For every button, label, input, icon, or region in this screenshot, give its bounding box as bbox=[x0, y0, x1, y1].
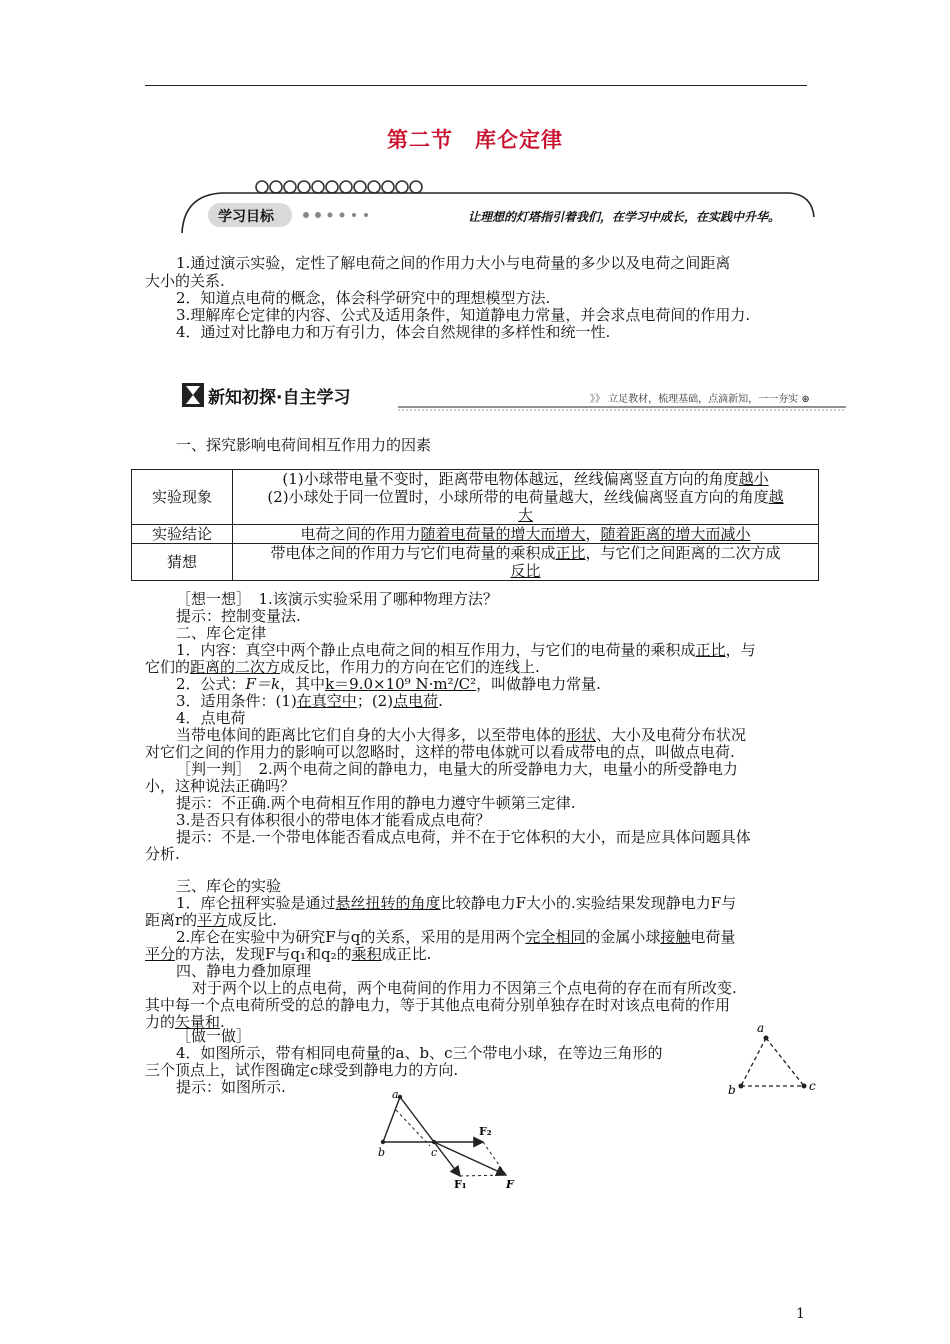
content-text-3: 它们的 bbox=[145, 658, 191, 676]
content-text-2: ，与 bbox=[725, 641, 756, 659]
conclusion-text: 电荷之间的作用力 bbox=[300, 525, 421, 543]
point-charge-def-cont: 对它们之间的作用力的影响可以忽略时，这样的带电体就可以看成带电的点，叫做点电荷. bbox=[145, 743, 735, 761]
s3-text-8: 的方法，发现F与q₁和q₂的 bbox=[175, 945, 352, 963]
force-diagram bbox=[370, 1088, 530, 1190]
label-b: b bbox=[378, 1146, 386, 1159]
s4-answer: 矢量和 bbox=[175, 1013, 221, 1031]
formula-text: ，其中 bbox=[280, 675, 326, 693]
answer-3-cont: 分析. bbox=[145, 845, 180, 863]
s3-answer-1: 悬丝扭转的角度 bbox=[335, 894, 441, 912]
do-label: ［做一做］ bbox=[176, 1027, 252, 1045]
judge-question-cont: 小，这种说法正确吗？ bbox=[145, 777, 296, 795]
s3-answer-4: 接触 bbox=[660, 928, 691, 946]
page-title: 第二节 库仑定律 bbox=[387, 128, 563, 152]
formula-text-2: ，叫做静电力常量. bbox=[476, 675, 601, 693]
goal-1-cont: 大小的关系. bbox=[145, 272, 225, 290]
goal-2: 2．知道点电荷的概念，体会科学研究中的理想模型方法. bbox=[176, 289, 551, 307]
formula-constant: k＝9.0×10⁹ N·m²/C² bbox=[325, 675, 477, 693]
s3-answer-3: 完全相同 bbox=[525, 928, 586, 946]
section-banner bbox=[178, 381, 846, 411]
section-banner-slogan: 》》 立足教材，梳理基础，点滴新知，一一夯实 ⊛ bbox=[590, 394, 810, 405]
table-row bbox=[132, 525, 819, 544]
s4-text: 力的 bbox=[145, 1013, 176, 1031]
label-f: F bbox=[506, 1178, 514, 1190]
cond-text-2: ；(2) bbox=[356, 692, 394, 710]
label-a: a bbox=[392, 1088, 399, 1101]
goal-1: 1.通过演示实验，定性了解电荷之间的作用力大小与电荷量的多少以及电荷之间距离 bbox=[176, 254, 731, 272]
row-head-phenomenon: 实验现象 bbox=[132, 470, 233, 525]
page-number: 1 bbox=[796, 1306, 805, 1322]
do-question: 4．如图所示，带有相同电荷量的a、b、c三个带电小球，在等边三角形的 bbox=[176, 1044, 663, 1062]
s3-answer-5: 平分 bbox=[145, 945, 176, 963]
goal-4: 4．通过对比静电力和万有引力，体会自然规律的多样性和统一性. bbox=[176, 323, 611, 341]
hourglass-logo-icon bbox=[182, 383, 204, 407]
triangle-figure bbox=[724, 1022, 824, 1098]
label-c: c bbox=[809, 1079, 816, 1093]
s4-heading: 四、静电力叠加原理 bbox=[176, 962, 312, 980]
s3-text-7: 电荷量 bbox=[690, 928, 736, 946]
pc-answer: 形状 bbox=[566, 726, 597, 744]
conclusion-sep: ， bbox=[585, 525, 601, 543]
pc-text-2: 、大小及电荷分布状况 bbox=[596, 726, 747, 744]
row-hypothesis bbox=[233, 544, 819, 581]
s3-text-5: 2.库仑在实验中为研究F与q的关系，采用的是用两个 bbox=[176, 928, 526, 946]
conclusion-answer-1: 随着电荷量的增大而增大 bbox=[420, 525, 586, 543]
charge-b-dot bbox=[381, 1140, 385, 1144]
think-answer: 提示：控制变量法. bbox=[176, 607, 301, 625]
s2-heading: 二、库仑定律 bbox=[176, 624, 267, 642]
s3-answer-2: 平方 bbox=[197, 911, 228, 929]
s3-text: 1．库仑扭秤实验是通过 bbox=[176, 894, 336, 912]
judge-answer: 提示：不正确.两个电荷相互作用的静电力遵守牛顿第三定律. bbox=[176, 794, 576, 812]
hypothesis-text-2: ，与它们之间距离的二次方成 bbox=[585, 544, 781, 562]
label-f1: F₁ bbox=[454, 1178, 467, 1190]
pc-text: 当带电体间的距离比它们自身的大小大得多，以至带电体的 bbox=[176, 726, 567, 744]
notebook-banner-graphic bbox=[178, 173, 818, 239]
phenomenon-1-answer: 越小 bbox=[738, 470, 769, 488]
formula-expression: F＝k bbox=[245, 675, 281, 693]
charge-c-dot bbox=[432, 1140, 436, 1144]
content-text-4: 成反比，作用力的方向在它们的连线上. bbox=[280, 658, 540, 676]
spiral-rings-icon bbox=[256, 181, 422, 193]
table-row bbox=[132, 544, 819, 581]
s4-line-1: 对于两个以上的点电荷，两个电荷间的作用力不因第三个点电荷的存在而有所改变. bbox=[192, 979, 737, 997]
conclusion-answer-2: 随着距离的增大而减小 bbox=[600, 525, 751, 543]
hypothesis-answer-1: 正比 bbox=[555, 544, 586, 562]
cond-text-3: . bbox=[438, 692, 443, 710]
banner-motto: 让理想的灯塔指引着我们，在学习中成长，在实践中升华。 bbox=[468, 210, 781, 224]
content-answer-2: 距离的二次方 bbox=[190, 658, 281, 676]
top-rule bbox=[145, 85, 807, 86]
s3-text-6: 的金属小球 bbox=[585, 928, 661, 946]
question-3: 3.是否只有体积很小的带电体才能看成点电荷？ bbox=[176, 811, 491, 829]
section-banner-label: 新知初探·自主学习 bbox=[208, 388, 351, 408]
cond-answer-1: 在真空中 bbox=[296, 692, 357, 710]
phenomenon-1: (1)小球带电量不变时，距离带电物体越远，丝线偏离竖直方向的角度 bbox=[282, 470, 739, 488]
content-answer-1: 正比 bbox=[695, 641, 726, 659]
table-row bbox=[132, 470, 819, 525]
s3-text-2: 比较静电力F大小的.实验结果发现静电力F与 bbox=[440, 894, 737, 912]
cond-answer-2: 点电荷 bbox=[393, 692, 439, 710]
content-text: 1．内容：真空中两个静止点电荷之间的相互作用力，与它们的电荷量的乘积成 bbox=[176, 641, 696, 659]
answer-3: 提示：不是.一个带电体能否看成点电荷，并不在于它体积的大小，而是应具体问题具体 bbox=[176, 828, 751, 846]
row-head-hypothesis: 猜想 bbox=[132, 544, 233, 581]
think-question: ［想一想］ 1.该演示实验采用了哪种物理方法？ bbox=[176, 590, 498, 608]
learning-goals-label: 学习目标 bbox=[218, 209, 274, 225]
phenomenon-2-answer-cont: 大 bbox=[517, 506, 533, 524]
s3-text-9: 成正比. bbox=[381, 945, 432, 963]
s3-heading: 三、库仑的实验 bbox=[176, 877, 282, 895]
s3-text-3: 距离r的 bbox=[145, 911, 198, 929]
point-charge-heading: 4．点电荷 bbox=[176, 709, 246, 727]
s3-text-4: 成反比. bbox=[227, 911, 277, 929]
do-question-cont: 三个顶点上，试作图确定c球受到静电力的方向. bbox=[145, 1061, 459, 1079]
row-head-conclusion: 实验结论 bbox=[132, 525, 233, 544]
do-answer: 提示：如图所示. bbox=[176, 1078, 286, 1096]
phenomenon-2-answer: 越 bbox=[768, 488, 784, 506]
hypothesis-answer-2: 反比 bbox=[510, 562, 541, 580]
charge-c-dot bbox=[802, 1084, 807, 1089]
label-b: b bbox=[728, 1083, 736, 1097]
s1-heading: 一、探究影响电荷间相互作用力的因素 bbox=[176, 436, 432, 454]
label-a: a bbox=[757, 1022, 765, 1035]
label-f2: F₂ bbox=[479, 1125, 492, 1138]
cond-text: 3．适用条件：(1) bbox=[176, 692, 297, 710]
formula-label: 2．公式： bbox=[176, 675, 246, 693]
row-conclusion bbox=[233, 525, 819, 544]
label-c: c bbox=[431, 1146, 438, 1159]
row-phenomenon bbox=[233, 470, 819, 525]
judge-question: ［判一判］ 2.两个电荷之间的静电力，电量大的所受静电力大，电量小的所受静电力 bbox=[176, 760, 738, 778]
s3-answer-6: 乘积 bbox=[351, 945, 382, 963]
s4-line-2: 其中每一个点电荷所受的总的静电力，等于其他点电荷分别单独存在时对该点电荷的作用 bbox=[145, 996, 731, 1014]
s4-text-2: . bbox=[220, 1013, 225, 1031]
learning-goals-banner bbox=[178, 173, 818, 239]
charge-a-dot bbox=[764, 1036, 769, 1041]
charge-b-dot bbox=[739, 1084, 744, 1089]
experiment-table bbox=[131, 469, 819, 581]
hypothesis-text: 带电体之间的作用力与它们电荷量的乘积成 bbox=[270, 544, 556, 562]
goal-3: 3.理解库仑定律的内容、公式及适用条件，知道静电力常量，并会求点电荷间的作用力. bbox=[176, 306, 751, 324]
phenomenon-2: (2)小球处于同一位置时，小球所带的电荷量越大，丝线偏离竖直方向的角度 bbox=[267, 488, 769, 506]
